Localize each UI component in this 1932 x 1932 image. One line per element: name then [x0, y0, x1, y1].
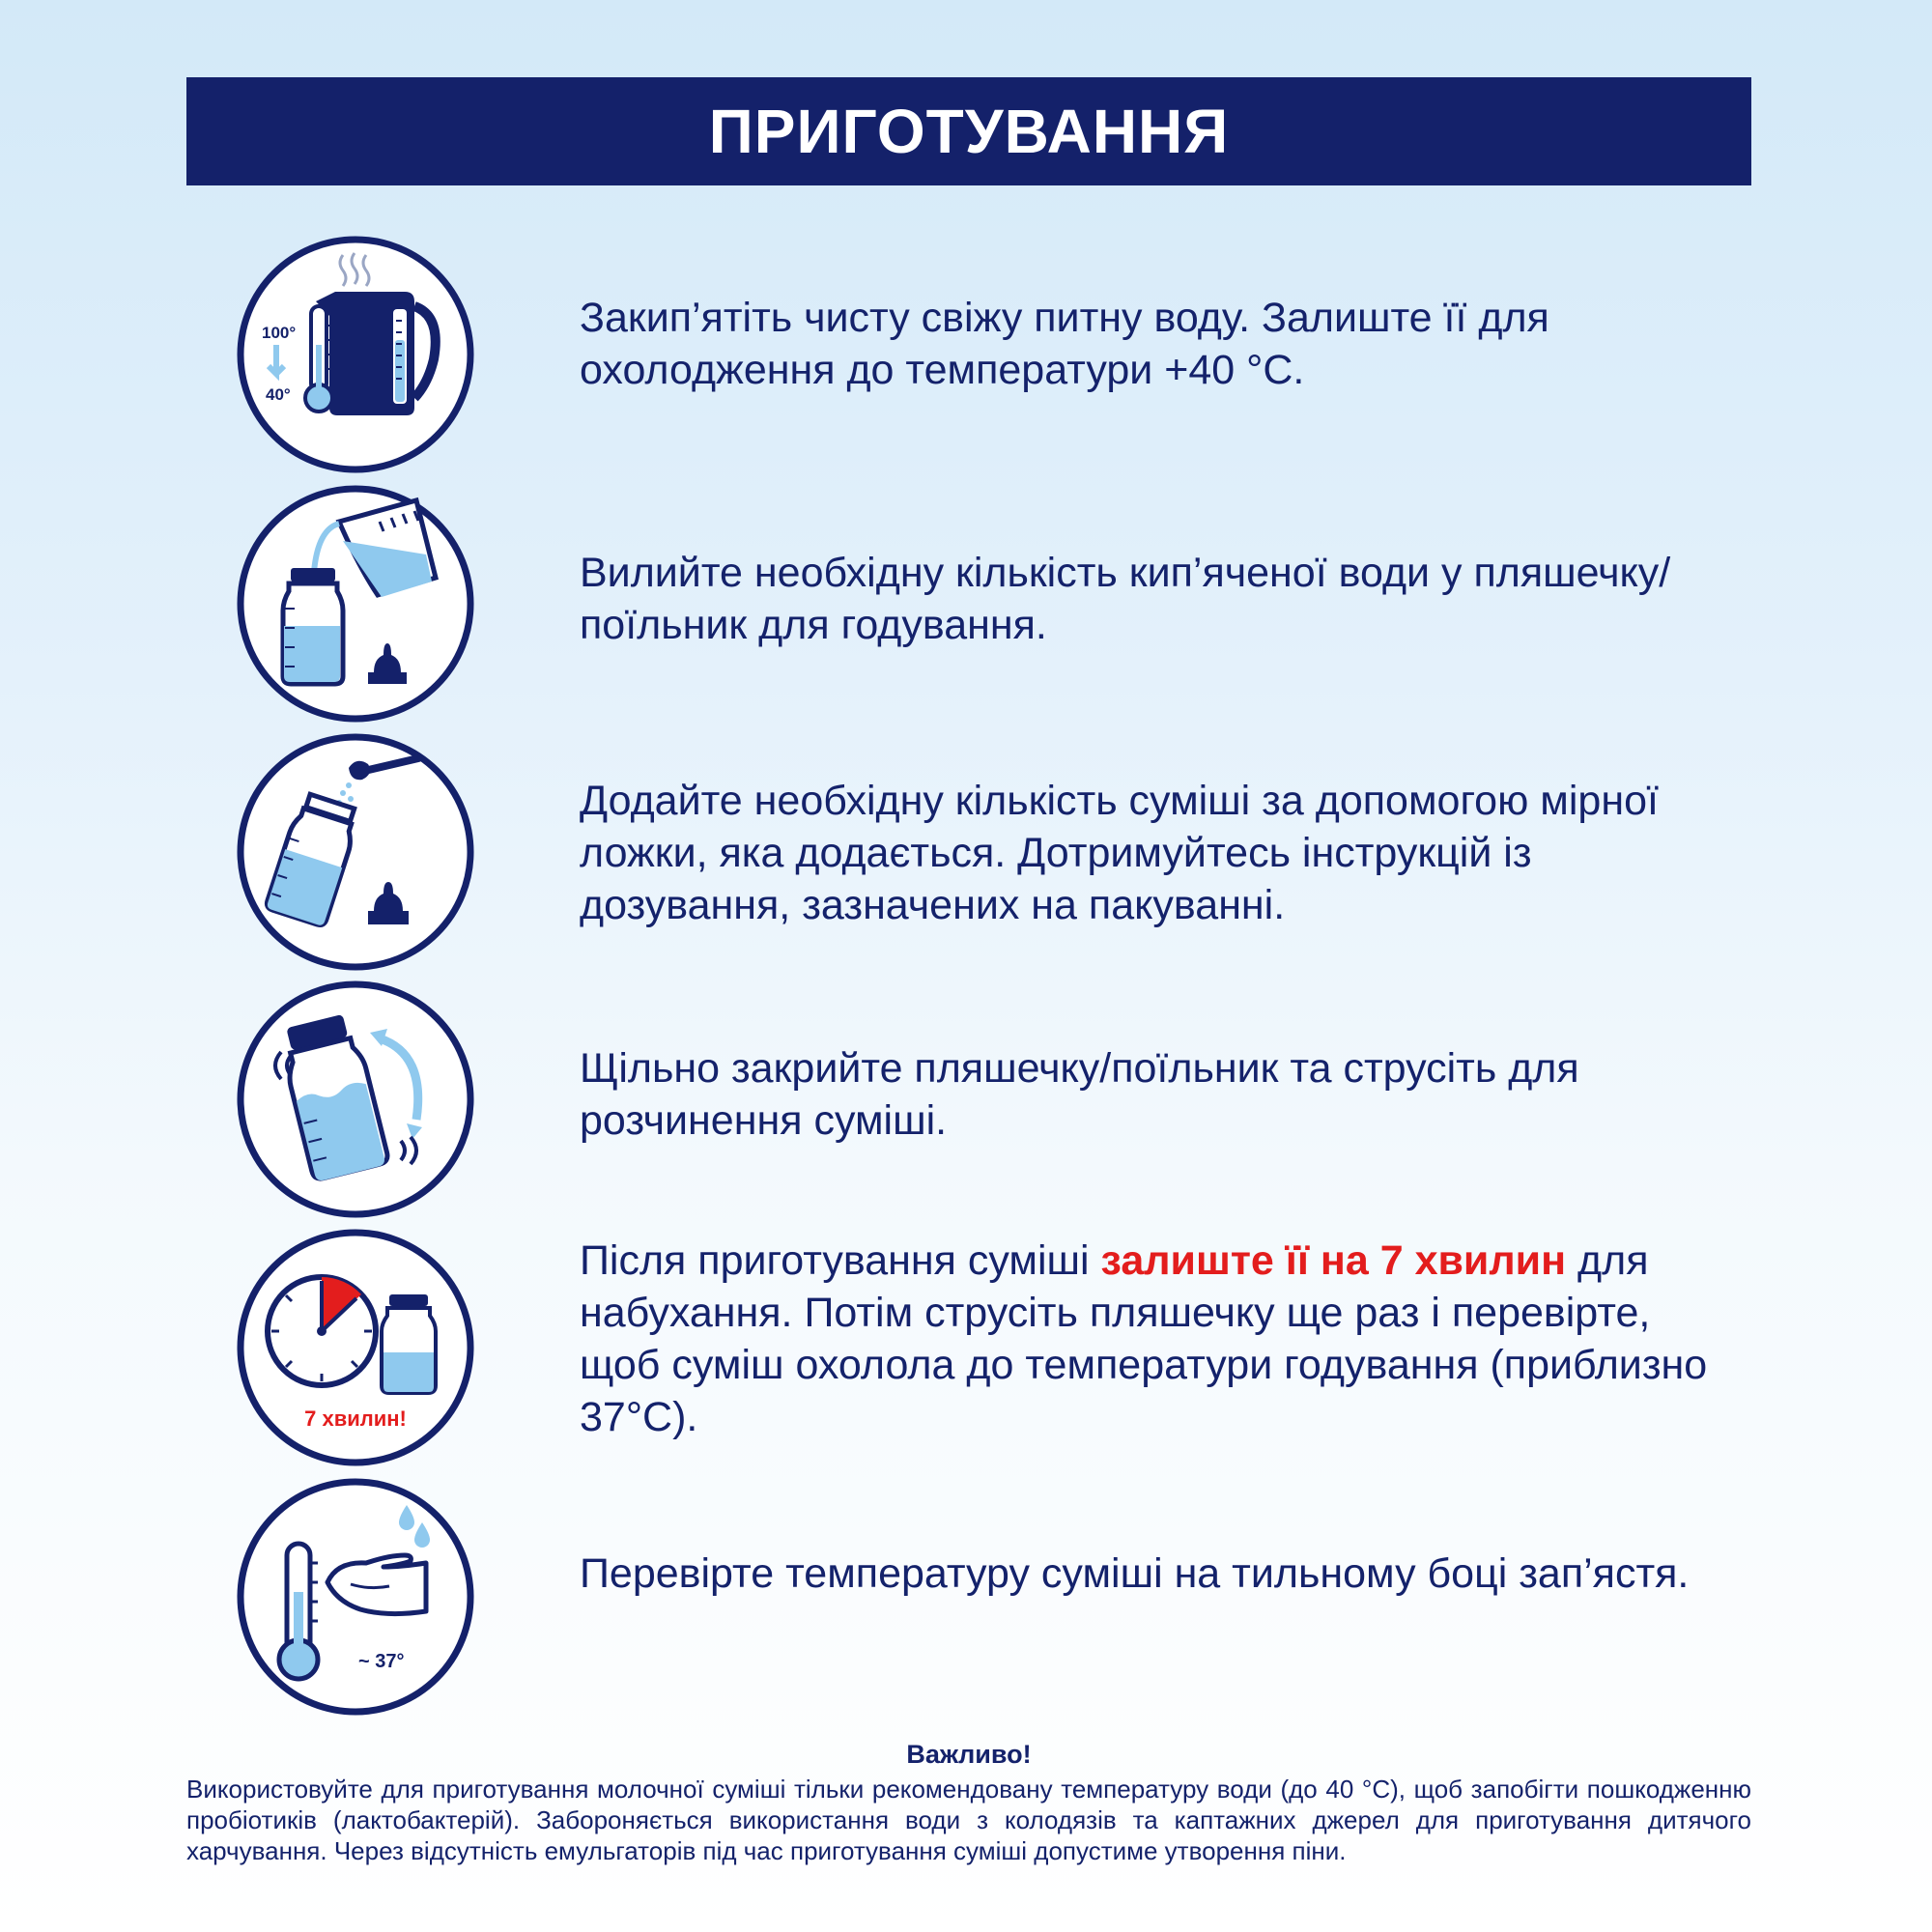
- title-banner: [186, 77, 1751, 185]
- step-5-text: [580, 1235, 1719, 1443]
- add-powder-bottle-icon: [235, 731, 476, 973]
- step-3-text: Додайте необхідну кількість суміші за допомогою мірної ложки, яка додається. Дотримуйтесь інструкцій із дозування, зазначених на пакуванні.: [580, 778, 1659, 928]
- step-1: [0, 234, 1932, 475]
- temp-label-100: 100°: [262, 324, 297, 342]
- body-temp-label: ~ 37°: [358, 1651, 405, 1672]
- step-6-text: Перевірте температуру суміші на тильному боці зап’ястя.: [580, 1550, 1690, 1597]
- step-1-text: Закип’ятіть чисту свіжу питну воду. Залиште її для охолодження до температури +40 °C.: [580, 295, 1549, 393]
- step-5: [0, 1227, 1932, 1468]
- pour-water-bottle-icon: [235, 483, 476, 724]
- kettle-thermometer-icon: [235, 234, 476, 475]
- step-3: [0, 731, 1932, 973]
- important-note: [186, 1739, 1751, 1866]
- timer-bottle-icon: [235, 1227, 476, 1468]
- temp-label-40: 40°: [266, 385, 291, 404]
- important-note-title: Важливо!: [906, 1740, 1032, 1769]
- step-5-text-end: для набухання. Потім струсіть пляшечку ще раз і перевірте, щоб суміш охолола до температури годування (приблизно 37°C).: [580, 1237, 1708, 1440]
- step-5-text-start: Після приготування суміші: [580, 1237, 1101, 1284]
- step-2-text: Вилийте необхідну кількість кип’яченої води у пляшечку/поїльник для годування.: [580, 550, 1671, 648]
- page-title: ПРИГОТУВАННЯ: [708, 97, 1230, 166]
- important-note-text: Використовуйте для приготування молочної суміші тільки рекомендовану температуру води (до 40 °С), щоб запобігти пошкодженню пробіотиків (лактобактерій). Забороняється використання води з колодязів та каптажних джерел для приготування дитячого харчування. Через відсутність емульгаторів під час приготування суміші допустиме утворення піни.: [186, 1775, 1751, 1865]
- step-5-highlight: залиште її на 7 хвилин: [1100, 1237, 1567, 1284]
- seven-minutes-label: 7 хвилин!: [304, 1406, 407, 1431]
- step-4: [0, 979, 1932, 1220]
- step-6: [0, 1476, 1932, 1718]
- step-4-text: Щільно закрийте пляшечку/поїльник та струсіть для розчинення суміші.: [580, 1045, 1579, 1144]
- wrist-thermometer-icon: [235, 1476, 476, 1718]
- step-2: [0, 483, 1932, 724]
- shake-bottle-icon: [235, 979, 476, 1220]
